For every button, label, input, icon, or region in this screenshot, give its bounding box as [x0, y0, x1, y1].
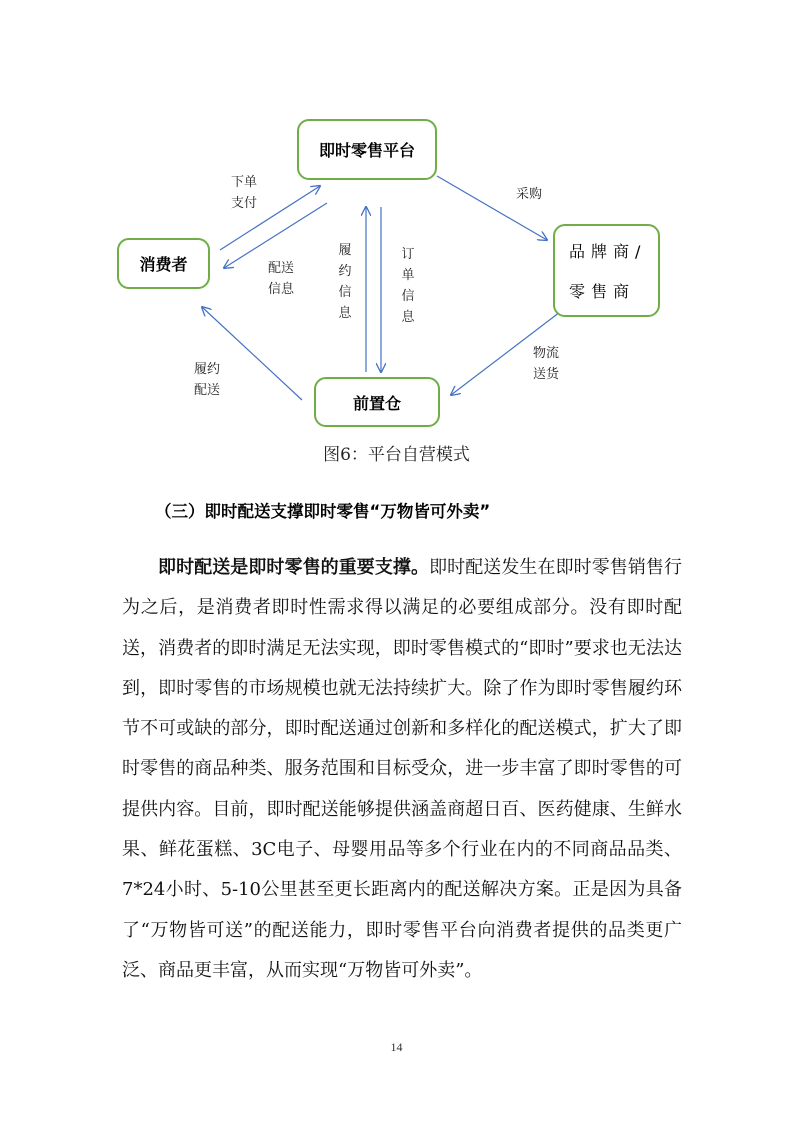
figure-caption: 图6：平台自营模式 [323, 445, 470, 465]
body-paragraph [122, 548, 682, 991]
page-number: 14 [390, 1040, 403, 1054]
business-model-diagram [0, 0, 793, 440]
label-fulfill-info: 履约信息 [338, 243, 352, 321]
label-order-info: 订单信息 [401, 247, 415, 325]
node-brand-retailer: 品牌商/零售商 [553, 224, 660, 317]
diagram-arrows [0, 0, 793, 440]
node-front-warehouse: 前置仓 [314, 377, 440, 427]
label-logistics: 物流送货 [533, 346, 560, 382]
paragraph-lead: 即时配送是即时零售的重要支撑。 [158, 557, 430, 578]
label-delivery-info: 配送信息 [268, 261, 295, 297]
node-platform: 即时零售平台 [297, 119, 437, 180]
section-heading: （三）即时配送支撑即时零售“万物皆可外卖” [155, 502, 491, 521]
node-consumer: 消费者 [117, 238, 210, 289]
label-fulfill-delivery: 履约配送 [194, 362, 221, 398]
label-order-pay: 下单支付 [231, 175, 258, 211]
paragraph-body: 即时配送发生在即时零售销售行为之后，是消费者即时性需求得以满足的必要组成部分。没有即时配送，消费者的即时满足无法实现，即时零售模式的“即时”要求也无法达到，即时零售的市场规模也就无法持续扩大。除了作为即时零售履约环节不可或缺的部分，即时配送通过创新和多样化的配送模式，扩大了即时零售的商品种类、服务范围和目标受众，进一步丰富了即时零售的可提供内容。目前，即时配送能够提供涵盖商超日百、医药健康、生鲜水果、鲜花蛋糕、3C电子、母婴用品等多个行业在内的不同商品品类、7*24小时、5-10公里甚至更长距离内的配送解决方案。正是因为具备了“万物皆可送”的配送能力，即时零售平台向消费者提供的品类更广泛、商品更丰富，从而实现“万物皆可外卖”。 [122, 557, 683, 981]
label-purchase: 采购 [516, 187, 543, 202]
